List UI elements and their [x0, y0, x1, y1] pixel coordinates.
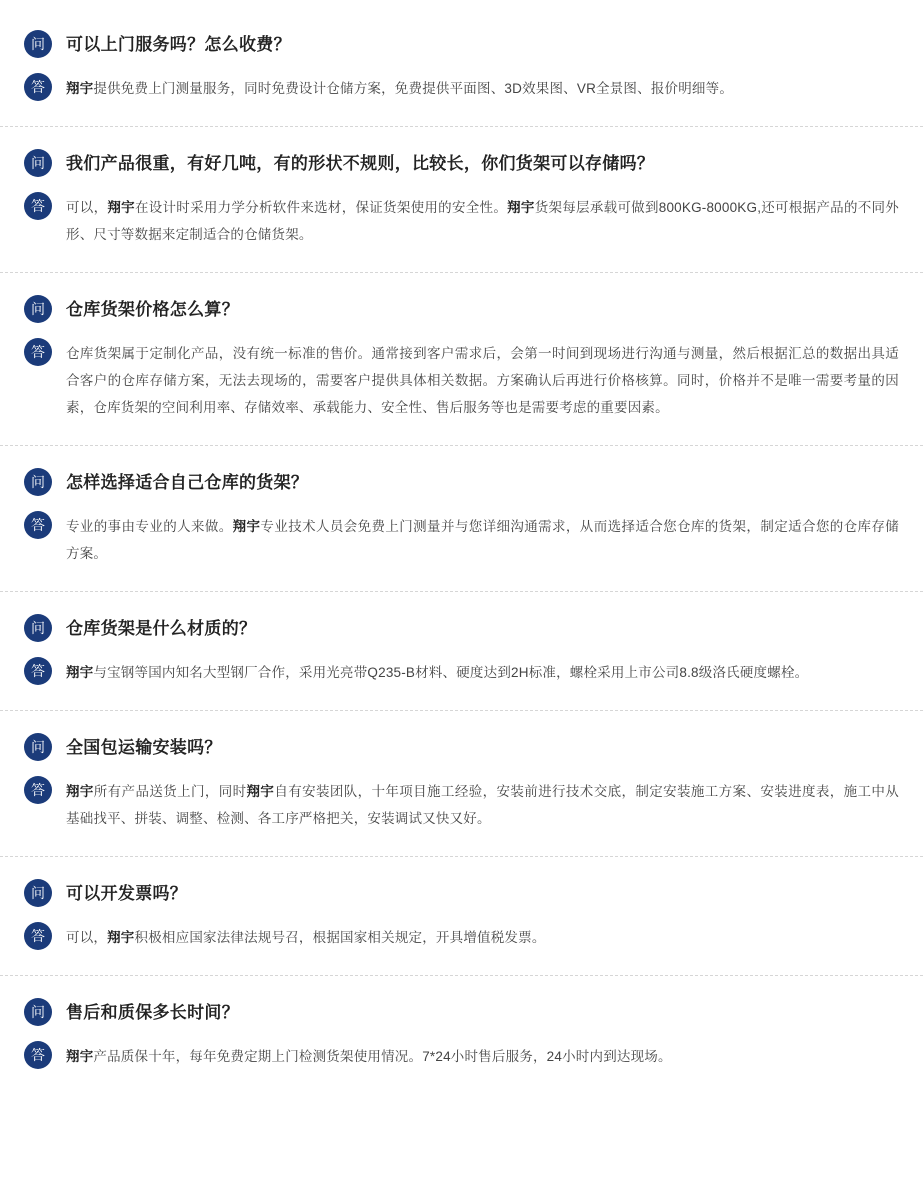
- faq-item: [0, 127, 923, 273]
- question-badge-icon: 问: [24, 30, 52, 58]
- faq-item: [0, 273, 923, 446]
- faq-answer-row: [24, 73, 899, 102]
- brand-name: 翔宇: [66, 1049, 94, 1064]
- faq-answer-row: [24, 511, 899, 567]
- faq-question-row: [24, 879, 899, 908]
- faq-question-row: [24, 733, 899, 762]
- brand-name: 翔宇: [107, 200, 135, 215]
- question-badge-icon: 问: [24, 998, 52, 1026]
- faq-question-row: [24, 30, 899, 59]
- answer-badge-icon: 答: [24, 511, 52, 539]
- faq-item: [0, 857, 923, 976]
- faq-item: [0, 711, 923, 857]
- faq-answer-text: [66, 657, 808, 686]
- answer-fragment: 与宝钢等国内知名大型钢厂合作，采用光亮带Q235-B材料、硬度达到2H标准，螺栓采用上市公司8.8级洛氏硬度螺栓。: [93, 665, 809, 680]
- answer-fragment: 自有安装团队，十年项目施工经验，安装前进行技术交底，制定安装施工方案、安装进度表，施工中从基础找平、拼装、调整、检测、各工序严格把关，安装调试又快又好。: [66, 784, 900, 826]
- faq-answer-row: [24, 1041, 899, 1070]
- faq-question-text: 可以开发票吗？: [66, 884, 188, 903]
- question-badge-icon: 问: [24, 295, 52, 323]
- brand-name: 翔宇: [232, 519, 261, 534]
- faq-answer-text: [66, 776, 899, 832]
- faq-item: [0, 976, 923, 1094]
- faq-question-row: [24, 468, 899, 497]
- faq-question-row: [24, 998, 899, 1027]
- faq-answer-row: [24, 657, 899, 686]
- question-badge-icon: 问: [24, 879, 52, 907]
- answer-fragment: 提供免费上门测量服务，同时免费设计仓储方案，免费提供平面图、3D效果图、VR全景图、报价明细等。: [93, 81, 734, 96]
- faq-answer-text: [66, 922, 546, 951]
- top-spacer: [0, 0, 923, 8]
- answer-badge-icon: 答: [24, 657, 52, 685]
- faq-answer-row: [24, 192, 899, 248]
- answer-badge-icon: 答: [24, 922, 52, 950]
- answer-fragment: 在设计时采用力学分析软件来选材，保证货架使用的安全性。: [134, 200, 508, 215]
- question-badge-icon: 问: [24, 733, 52, 761]
- faq-question-row: [24, 295, 899, 324]
- faq-question-text: 我们产品很重，有好几吨，有的形状不规则，比较长，你们货架可以存储吗？: [66, 154, 655, 173]
- faq-answer-text: [66, 338, 899, 421]
- faq-answer-text: [66, 511, 899, 567]
- faq-answer-row: [24, 922, 899, 951]
- faq-question-row: [24, 149, 899, 178]
- faq-answer-row: [24, 338, 899, 421]
- faq-question-text: 仓库货架价格怎么算？: [66, 300, 239, 319]
- faq-answer-text: [66, 73, 733, 102]
- brand-name: 翔宇: [66, 665, 94, 680]
- brand-name: 翔宇: [507, 200, 535, 215]
- answer-fragment: 产品质保十年，每年免费定期上门检测货架使用情况。7*24小时售后服务，24小时内到达现场。: [93, 1049, 672, 1064]
- faq-item: [0, 8, 923, 127]
- answer-fragment: 专业技术人员会免费上门测量并与您详细沟通需求，从而选择适合您仓库的货架，制定适合您的仓库存储方案。: [66, 519, 899, 561]
- answer-badge-icon: 答: [24, 1041, 52, 1069]
- faq-question-text: 怎样选择适合自己仓库的货架？: [66, 473, 309, 492]
- faq-list: [0, 8, 923, 1094]
- question-badge-icon: 问: [24, 468, 52, 496]
- question-badge-icon: 问: [24, 149, 52, 177]
- answer-fragment: 所有产品送货上门，同时: [93, 784, 247, 799]
- faq-answer-text: [66, 1041, 672, 1070]
- answer-badge-icon: 答: [24, 338, 52, 366]
- answer-fragment: 可以，: [66, 200, 108, 215]
- answer-fragment: 专业的事由专业的人来做。: [66, 519, 233, 534]
- answer-badge-icon: 答: [24, 776, 52, 804]
- answer-fragment: 仓库货架属于定制化产品，没有统一标准的售价。通常接到客户需求后，会第一时间到现场进行沟通与测量，然后根据汇总的数据出具适合客户的仓库存储方案，无法去现场的，需要客户提供具体相关数据。方案确认后再进行价格核算。同时，价格并不是唯一需要考量的因素，仓库货架的空间利用率、存储效率、承载能力、安全性、售后服务等也是需要考虑的重要因素。: [66, 346, 899, 415]
- brand-name: 翔宇: [246, 784, 275, 799]
- answer-fragment: 货架每层承载可做到800KG-8000KG,还可根据产品的不同外形、尺寸等数据来定制适合的仓储货架。: [66, 200, 899, 242]
- faq-question-text: 仓库货架是什么材质的？: [66, 619, 257, 638]
- question-badge-icon: 问: [24, 614, 52, 642]
- faq-item: [0, 446, 923, 592]
- faq-answer-row: [24, 776, 899, 832]
- brand-name: 翔宇: [66, 784, 94, 799]
- answer-badge-icon: 答: [24, 192, 52, 220]
- faq-item: [0, 592, 923, 711]
- answer-badge-icon: 答: [24, 73, 52, 101]
- answer-fragment: 积极相应国家法律法规号召，根据国家相关规定，开具增值税发票。: [134, 930, 546, 945]
- faq-answer-text: [66, 192, 899, 248]
- faq-question-row: [24, 614, 899, 643]
- faq-question-text: 全国包运输安装吗？: [66, 738, 222, 757]
- brand-name: 翔宇: [107, 930, 135, 945]
- answer-fragment: 可以，: [66, 930, 108, 945]
- faq-question-text: 售后和质保多长时间？: [66, 1003, 239, 1022]
- faq-question-text: 可以上门服务吗？怎么收费？: [66, 35, 291, 54]
- brand-name: 翔宇: [66, 81, 94, 96]
